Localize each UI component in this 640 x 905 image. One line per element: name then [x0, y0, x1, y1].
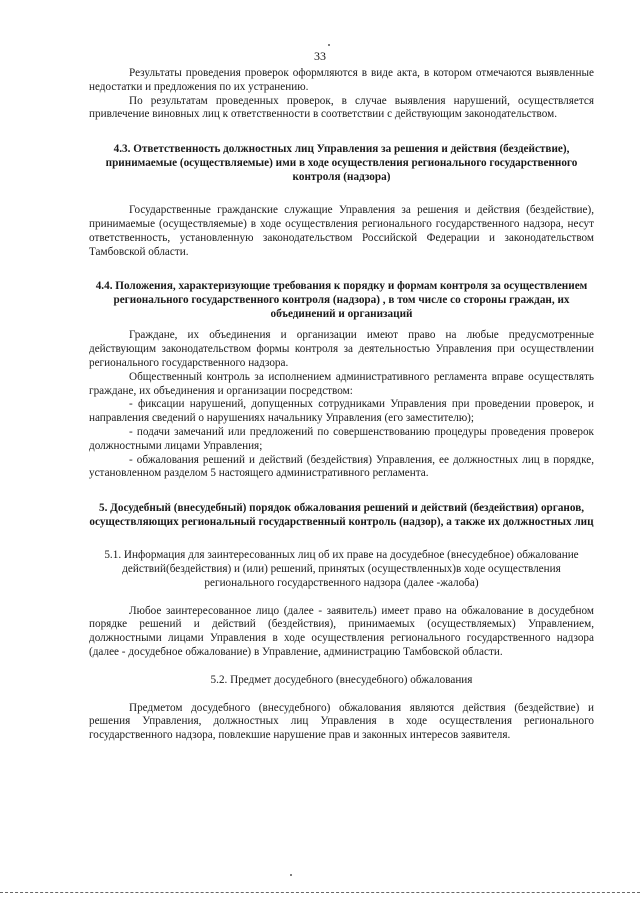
page-number: 33 [314, 49, 326, 63]
paragraph-inspection-results: Результаты проведения проверок оформляются в виде акта, в котором отмечаются выявленные недостатки и предложения по их устранению. [89, 67, 594, 93]
list-item-fixation: - фиксации нарушений, допущенных сотрудниками Управления при проведении проверок, и направления сведений о нарушениях начальнику Управления (его заместителю); [89, 398, 594, 425]
list-item-remarks: - подачи замечаний или предложений по совершенствованию процедуры проведения проверок должностными лицами Управления; [89, 425, 594, 452]
heading-4-4: 4.4. Положения, характеризующие требования к порядку и формам контроля за осуществлением регионального государственного контроля (надзора) , в том числе со стороны граждан, их объединений и организаций [95, 280, 588, 321]
heading-5: 5. Досудебный (внесудебный) порядок обжалования решений и действий (бездействия) органов, осуществляющих региональный государственный контроль (надзор), а также их должностных лиц [89, 502, 594, 529]
scan-speck [290, 874, 292, 876]
scan-speck [328, 44, 330, 46]
heading-4-3: 4.3. Ответственность должностных лиц Управления за решения и действия (бездействие), принимаемые (осуществляемые) ими в ходе осуществления регионального государственного контроля (надзора) [105, 143, 578, 184]
paragraph-appeal-subject: Предметом досудебного (внесудебного) обжалования являются действия (бездействие) и решения Управления, должностных лиц Управления в ходе осуществления регионального государственного надзора, повлекшие нарушение прав и законных интересов заявителя. [89, 701, 594, 742]
subheading-5-2: 5.2. Предмет досудебного (внесудебного) обжалования [210, 673, 473, 686]
subheading-5-1: 5.1. Информация для заинтересованных лиц об их праве на досудебное (внесудебное) обжалование действий(бездействия) и (или) решений, принятых (осуществленных)в ходе осуществления регионального государственного надзора (далее -жалоба) [104, 549, 579, 589]
paragraph-public-control: Общественный контроль за исполнением административного регламента вправе осуществлять граждане, их объединения и организации посредством: [89, 370, 594, 397]
paragraph-any-party: Любое заинтересованное лицо (далее - заявитель) имеет право на обжалование в досудебном порядке решений и действий (бездействия), принимаемых (осуществляемых) Управлением, должностными лицами Управления в ходе осуществления регионального государственного надзора (далее - досудебное обжалование) в Управление, администрацию Тамбовской области. [89, 604, 594, 658]
paragraph-civil-servants: Государственные гражданские служащие Управления за решения и действия (бездействие), принимаемые (осуществляемые) в ходе осуществления регионального государственного надзора, несут ответственность, установленную законодательством Российской Федерации и законодательством Тамбовской области. [89, 204, 594, 258]
paragraph-citizens-right: Граждане, их объединения и организации имеют право на любые предусмотренные действующим законодательством формы контроля за деятельностью Управления при осуществлении регионального государственного надзора. [89, 329, 594, 369]
scan-edge-line [0, 892, 640, 893]
paragraph-violations: По результатам проведенных проверок, в случае выявления нарушений, осуществляется привлечение виновных лиц к ответственности в соответствии с действующим законодательством. [89, 94, 594, 121]
document-body [89, 67, 594, 743]
list-item-appeal: - обжалования решений и действий (бездействия) Управления, ее должностных лиц в порядке, установленном разделом 5 настоящего административного регламента. [89, 453, 594, 480]
